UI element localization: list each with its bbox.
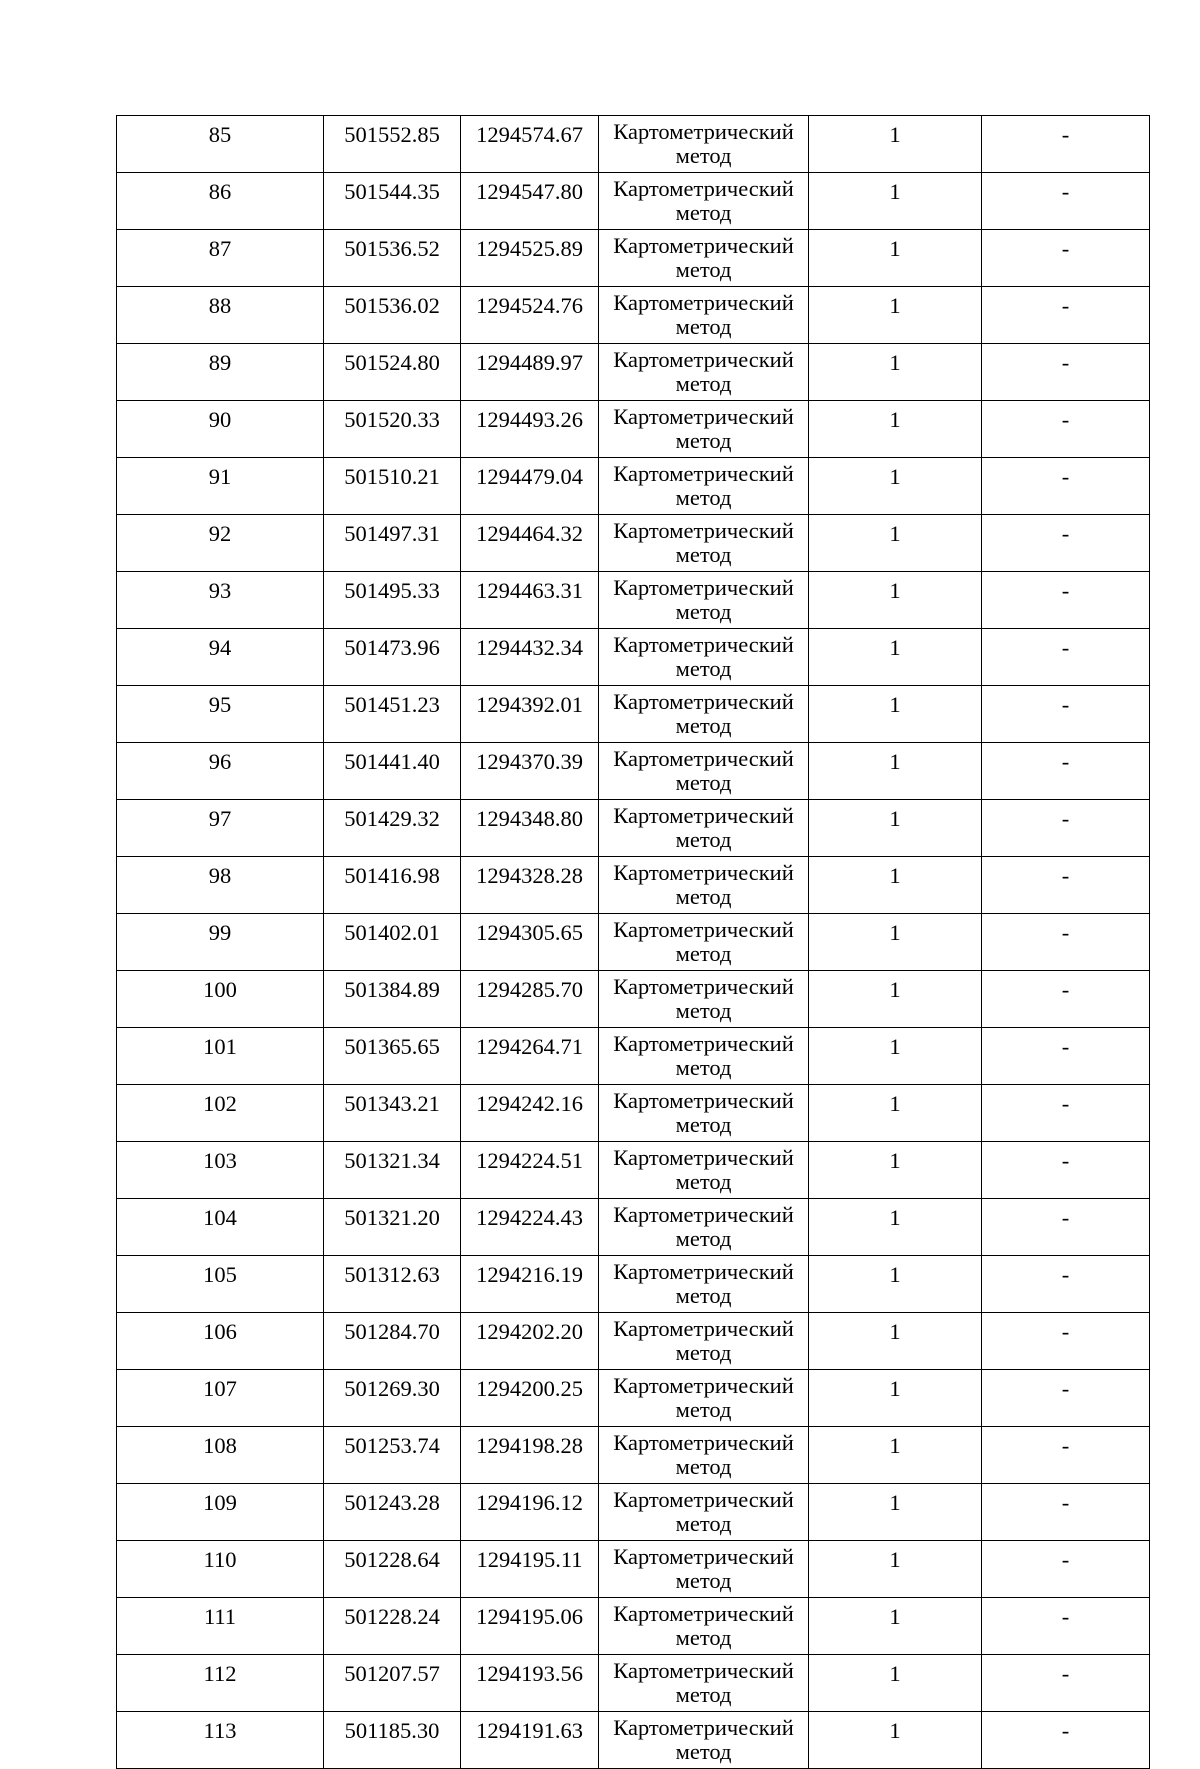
method-cell xyxy=(599,971,809,1028)
method-cell xyxy=(599,344,809,401)
table-row xyxy=(117,116,1150,173)
method-line-2: метод xyxy=(675,1625,732,1650)
note-cell: - xyxy=(982,800,1150,857)
method-line-2: метод xyxy=(675,1454,732,1479)
table-row xyxy=(117,515,1150,572)
method-cell xyxy=(599,1427,809,1484)
note-cell: - xyxy=(982,1598,1150,1655)
method-cell xyxy=(599,1541,809,1598)
x-coordinate-cell: 501524.80 xyxy=(324,344,461,401)
accuracy-cell: 1 xyxy=(809,1256,982,1313)
point-number-cell: 105 xyxy=(117,1256,324,1313)
method-cell xyxy=(599,1484,809,1541)
y-coordinate-cell: 1294216.19 xyxy=(461,1256,599,1313)
method-line-2: метод xyxy=(675,884,732,909)
y-coordinate-cell: 1294285.70 xyxy=(461,971,599,1028)
method-line-1: Картометрический xyxy=(613,974,794,999)
x-coordinate-cell: 501207.57 xyxy=(324,1655,461,1712)
x-coordinate-cell: 501228.64 xyxy=(324,1541,461,1598)
y-coordinate-cell: 1294195.06 xyxy=(461,1598,599,1655)
accuracy-cell: 1 xyxy=(809,1541,982,1598)
table-row xyxy=(117,857,1150,914)
note-cell: - xyxy=(982,1142,1150,1199)
table-row xyxy=(117,1484,1150,1541)
accuracy-cell: 1 xyxy=(809,1484,982,1541)
accuracy-cell: 1 xyxy=(809,344,982,401)
method-cell xyxy=(599,173,809,230)
method-cell xyxy=(599,629,809,686)
point-number-cell: 102 xyxy=(117,1085,324,1142)
x-coordinate-cell: 501312.63 xyxy=(324,1256,461,1313)
method-line-1: Картометрический xyxy=(613,1487,794,1512)
x-coordinate-cell: 501402.01 xyxy=(324,914,461,971)
x-coordinate-cell: 501321.34 xyxy=(324,1142,461,1199)
note-cell: - xyxy=(982,287,1150,344)
accuracy-cell: 1 xyxy=(809,743,982,800)
note-cell: - xyxy=(982,1199,1150,1256)
method-line-2: метод xyxy=(675,1682,732,1707)
method-line-2: метод xyxy=(675,1169,732,1194)
accuracy-cell: 1 xyxy=(809,458,982,515)
table-row xyxy=(117,800,1150,857)
method-line-1: Картометрический xyxy=(613,575,794,600)
method-line-1: Картометрический xyxy=(613,119,794,144)
method-cell xyxy=(599,116,809,173)
table-row xyxy=(117,1028,1150,1085)
method-line-2: метод xyxy=(675,428,732,453)
note-cell: - xyxy=(982,401,1150,458)
y-coordinate-cell: 1294493.26 xyxy=(461,401,599,458)
method-cell xyxy=(599,572,809,629)
method-line-1: Картометрический xyxy=(613,746,794,771)
method-line-2: метод xyxy=(675,599,732,624)
x-coordinate-cell: 501536.52 xyxy=(324,230,461,287)
note-cell: - xyxy=(982,515,1150,572)
method-line-2: метод xyxy=(675,200,732,225)
x-coordinate-cell: 501269.30 xyxy=(324,1370,461,1427)
method-line-2: метод xyxy=(675,314,732,339)
y-coordinate-cell: 1294195.11 xyxy=(461,1541,599,1598)
x-coordinate-cell: 501253.74 xyxy=(324,1427,461,1484)
point-number-cell: 93 xyxy=(117,572,324,629)
point-number-cell: 113 xyxy=(117,1712,324,1769)
method-line-1: Картометрический xyxy=(613,860,794,885)
point-number-cell: 92 xyxy=(117,515,324,572)
method-cell xyxy=(599,1370,809,1427)
accuracy-cell: 1 xyxy=(809,1142,982,1199)
point-number-cell: 96 xyxy=(117,743,324,800)
accuracy-cell: 1 xyxy=(809,1199,982,1256)
method-cell xyxy=(599,1028,809,1085)
x-coordinate-cell: 501343.21 xyxy=(324,1085,461,1142)
accuracy-cell: 1 xyxy=(809,515,982,572)
method-line-1: Картометрический xyxy=(613,1601,794,1626)
table-row xyxy=(117,686,1150,743)
method-line-1: Картометрический xyxy=(613,518,794,543)
accuracy-cell: 1 xyxy=(809,287,982,344)
note-cell: - xyxy=(982,1085,1150,1142)
table-row xyxy=(117,971,1150,1028)
note-cell: - xyxy=(982,173,1150,230)
point-number-cell: 106 xyxy=(117,1313,324,1370)
note-cell: - xyxy=(982,686,1150,743)
x-coordinate-cell: 501284.70 xyxy=(324,1313,461,1370)
point-number-cell: 108 xyxy=(117,1427,324,1484)
method-line-1: Картометрический xyxy=(613,290,794,315)
note-cell: - xyxy=(982,572,1150,629)
method-cell xyxy=(599,857,809,914)
method-line-2: метод xyxy=(675,1739,732,1764)
method-cell xyxy=(599,458,809,515)
point-number-cell: 90 xyxy=(117,401,324,458)
table-row xyxy=(117,1199,1150,1256)
table-row xyxy=(117,914,1150,971)
point-number-cell: 109 xyxy=(117,1484,324,1541)
method-line-2: метод xyxy=(675,257,732,282)
method-line-1: Картометрический xyxy=(613,233,794,258)
method-line-2: метод xyxy=(675,1340,732,1365)
method-line-1: Картометрический xyxy=(613,689,794,714)
x-coordinate-cell: 501365.65 xyxy=(324,1028,461,1085)
method-line-1: Картометрический xyxy=(613,632,794,657)
coordinates-table-body xyxy=(117,116,1150,1769)
y-coordinate-cell: 1294464.32 xyxy=(461,515,599,572)
method-line-1: Картометрический xyxy=(613,1316,794,1341)
method-line-2: метод xyxy=(675,998,732,1023)
method-line-2: метод xyxy=(675,656,732,681)
method-line-1: Картометрический xyxy=(613,1373,794,1398)
accuracy-cell: 1 xyxy=(809,1427,982,1484)
y-coordinate-cell: 1294463.31 xyxy=(461,572,599,629)
note-cell: - xyxy=(982,629,1150,686)
accuracy-cell: 1 xyxy=(809,971,982,1028)
table-row xyxy=(117,1370,1150,1427)
x-coordinate-cell: 501544.35 xyxy=(324,173,461,230)
method-cell xyxy=(599,1085,809,1142)
method-line-2: метод xyxy=(675,1511,732,1536)
point-number-cell: 107 xyxy=(117,1370,324,1427)
method-cell xyxy=(599,800,809,857)
x-coordinate-cell: 501384.89 xyxy=(324,971,461,1028)
method-line-2: метод xyxy=(675,1226,732,1251)
accuracy-cell: 1 xyxy=(809,1028,982,1085)
y-coordinate-cell: 1294348.80 xyxy=(461,800,599,857)
y-coordinate-cell: 1294392.01 xyxy=(461,686,599,743)
method-cell xyxy=(599,1199,809,1256)
method-cell xyxy=(599,686,809,743)
note-cell: - xyxy=(982,1313,1150,1370)
point-number-cell: 97 xyxy=(117,800,324,857)
y-coordinate-cell: 1294191.63 xyxy=(461,1712,599,1769)
accuracy-cell: 1 xyxy=(809,1655,982,1712)
accuracy-cell: 1 xyxy=(809,1598,982,1655)
note-cell: - xyxy=(982,230,1150,287)
x-coordinate-cell: 501451.23 xyxy=(324,686,461,743)
x-coordinate-cell: 501497.31 xyxy=(324,515,461,572)
point-number-cell: 91 xyxy=(117,458,324,515)
table-row xyxy=(117,1655,1150,1712)
method-line-1: Картометрический xyxy=(613,1259,794,1284)
method-line-2: метод xyxy=(675,143,732,168)
y-coordinate-cell: 1294479.04 xyxy=(461,458,599,515)
accuracy-cell: 1 xyxy=(809,401,982,458)
method-cell xyxy=(599,1142,809,1199)
y-coordinate-cell: 1294242.16 xyxy=(461,1085,599,1142)
method-line-1: Картометрический xyxy=(613,1202,794,1227)
y-coordinate-cell: 1294200.25 xyxy=(461,1370,599,1427)
note-cell: - xyxy=(982,1712,1150,1769)
y-coordinate-cell: 1294305.65 xyxy=(461,914,599,971)
method-line-1: Картометрический xyxy=(613,404,794,429)
x-coordinate-cell: 501429.32 xyxy=(324,800,461,857)
table-row xyxy=(117,1256,1150,1313)
x-coordinate-cell: 501441.40 xyxy=(324,743,461,800)
accuracy-cell: 1 xyxy=(809,1370,982,1427)
x-coordinate-cell: 501495.33 xyxy=(324,572,461,629)
table-row xyxy=(117,173,1150,230)
point-number-cell: 95 xyxy=(117,686,324,743)
point-number-cell: 110 xyxy=(117,1541,324,1598)
y-coordinate-cell: 1294224.43 xyxy=(461,1199,599,1256)
method-line-2: метод xyxy=(675,1283,732,1308)
method-line-1: Картометрический xyxy=(613,1031,794,1056)
note-cell: - xyxy=(982,857,1150,914)
accuracy-cell: 1 xyxy=(809,1313,982,1370)
method-line-1: Картометрический xyxy=(613,917,794,942)
note-cell: - xyxy=(982,743,1150,800)
x-coordinate-cell: 501243.28 xyxy=(324,1484,461,1541)
accuracy-cell: 1 xyxy=(809,686,982,743)
point-number-cell: 99 xyxy=(117,914,324,971)
point-number-cell: 101 xyxy=(117,1028,324,1085)
note-cell: - xyxy=(982,1256,1150,1313)
method-line-1: Картометрический xyxy=(613,1430,794,1455)
table-row xyxy=(117,1085,1150,1142)
table-row xyxy=(117,344,1150,401)
y-coordinate-cell: 1294224.51 xyxy=(461,1142,599,1199)
y-coordinate-cell: 1294328.28 xyxy=(461,857,599,914)
method-line-2: метод xyxy=(675,827,732,852)
point-number-cell: 85 xyxy=(117,116,324,173)
method-line-2: метод xyxy=(675,371,732,396)
accuracy-cell: 1 xyxy=(809,116,982,173)
y-coordinate-cell: 1294524.76 xyxy=(461,287,599,344)
point-number-cell: 104 xyxy=(117,1199,324,1256)
method-cell xyxy=(599,515,809,572)
method-line-1: Картометрический xyxy=(613,347,794,372)
x-coordinate-cell: 501520.33 xyxy=(324,401,461,458)
accuracy-cell: 1 xyxy=(809,629,982,686)
method-line-1: Картометрический xyxy=(613,1544,794,1569)
method-line-1: Картометрический xyxy=(613,1715,794,1740)
y-coordinate-cell: 1294198.28 xyxy=(461,1427,599,1484)
method-cell xyxy=(599,1313,809,1370)
y-coordinate-cell: 1294202.20 xyxy=(461,1313,599,1370)
table-row xyxy=(117,1598,1150,1655)
point-number-cell: 94 xyxy=(117,629,324,686)
accuracy-cell: 1 xyxy=(809,914,982,971)
x-coordinate-cell: 501185.30 xyxy=(324,1712,461,1769)
accuracy-cell: 1 xyxy=(809,857,982,914)
method-line-1: Картометрический xyxy=(613,1088,794,1113)
note-cell: - xyxy=(982,971,1150,1028)
x-coordinate-cell: 501416.98 xyxy=(324,857,461,914)
point-number-cell: 100 xyxy=(117,971,324,1028)
y-coordinate-cell: 1294574.67 xyxy=(461,116,599,173)
accuracy-cell: 1 xyxy=(809,800,982,857)
table-row xyxy=(117,1427,1150,1484)
note-cell: - xyxy=(982,1655,1150,1712)
method-cell xyxy=(599,287,809,344)
x-coordinate-cell: 501552.85 xyxy=(324,116,461,173)
table-row xyxy=(117,572,1150,629)
x-coordinate-cell: 501536.02 xyxy=(324,287,461,344)
x-coordinate-cell: 501510.21 xyxy=(324,458,461,515)
y-coordinate-cell: 1294370.39 xyxy=(461,743,599,800)
method-line-1: Картометрический xyxy=(613,461,794,486)
coordinates-table xyxy=(116,115,1150,1769)
method-line-2: метод xyxy=(675,1055,732,1080)
point-number-cell: 87 xyxy=(117,230,324,287)
accuracy-cell: 1 xyxy=(809,230,982,287)
note-cell: - xyxy=(982,116,1150,173)
accuracy-cell: 1 xyxy=(809,1085,982,1142)
y-coordinate-cell: 1294264.71 xyxy=(461,1028,599,1085)
table-row xyxy=(117,1541,1150,1598)
method-line-1: Картометрический xyxy=(613,176,794,201)
table-row xyxy=(117,458,1150,515)
method-line-2: метод xyxy=(675,1568,732,1593)
point-number-cell: 98 xyxy=(117,857,324,914)
y-coordinate-cell: 1294525.89 xyxy=(461,230,599,287)
note-cell: - xyxy=(982,344,1150,401)
point-number-cell: 88 xyxy=(117,287,324,344)
method-cell xyxy=(599,914,809,971)
table-row xyxy=(117,1313,1150,1370)
table-row xyxy=(117,743,1150,800)
accuracy-cell: 1 xyxy=(809,1712,982,1769)
note-cell: - xyxy=(982,458,1150,515)
y-coordinate-cell: 1294489.97 xyxy=(461,344,599,401)
method-cell xyxy=(599,401,809,458)
accuracy-cell: 1 xyxy=(809,572,982,629)
table-row xyxy=(117,1712,1150,1769)
method-cell xyxy=(599,1598,809,1655)
method-line-2: метод xyxy=(675,1112,732,1137)
method-line-2: метод xyxy=(675,542,732,567)
method-cell xyxy=(599,230,809,287)
method-line-2: метод xyxy=(675,485,732,510)
method-line-2: метод xyxy=(675,770,732,795)
note-cell: - xyxy=(982,1028,1150,1085)
note-cell: - xyxy=(982,914,1150,971)
point-number-cell: 89 xyxy=(117,344,324,401)
table-row xyxy=(117,629,1150,686)
table-row xyxy=(117,401,1150,458)
method-line-1: Картометрический xyxy=(613,1145,794,1170)
accuracy-cell: 1 xyxy=(809,173,982,230)
point-number-cell: 103 xyxy=(117,1142,324,1199)
point-number-cell: 111 xyxy=(117,1598,324,1655)
point-number-cell: 86 xyxy=(117,173,324,230)
y-coordinate-cell: 1294193.56 xyxy=(461,1655,599,1712)
note-cell: - xyxy=(982,1541,1150,1598)
note-cell: - xyxy=(982,1370,1150,1427)
table-row xyxy=(117,287,1150,344)
x-coordinate-cell: 501321.20 xyxy=(324,1199,461,1256)
method-line-1: Картометрический xyxy=(613,1658,794,1683)
method-cell xyxy=(599,1655,809,1712)
x-coordinate-cell: 501473.96 xyxy=(324,629,461,686)
note-cell: - xyxy=(982,1484,1150,1541)
y-coordinate-cell: 1294432.34 xyxy=(461,629,599,686)
note-cell: - xyxy=(982,1427,1150,1484)
method-cell xyxy=(599,1256,809,1313)
point-number-cell: 112 xyxy=(117,1655,324,1712)
y-coordinate-cell: 1294547.80 xyxy=(461,173,599,230)
x-coordinate-cell: 501228.24 xyxy=(324,1598,461,1655)
y-coordinate-cell: 1294196.12 xyxy=(461,1484,599,1541)
method-line-2: метод xyxy=(675,713,732,738)
method-line-2: метод xyxy=(675,941,732,966)
method-cell xyxy=(599,743,809,800)
method-cell xyxy=(599,1712,809,1769)
table-row xyxy=(117,1142,1150,1199)
table-row xyxy=(117,230,1150,287)
method-line-1: Картометрический xyxy=(613,803,794,828)
method-line-2: метод xyxy=(675,1397,732,1422)
